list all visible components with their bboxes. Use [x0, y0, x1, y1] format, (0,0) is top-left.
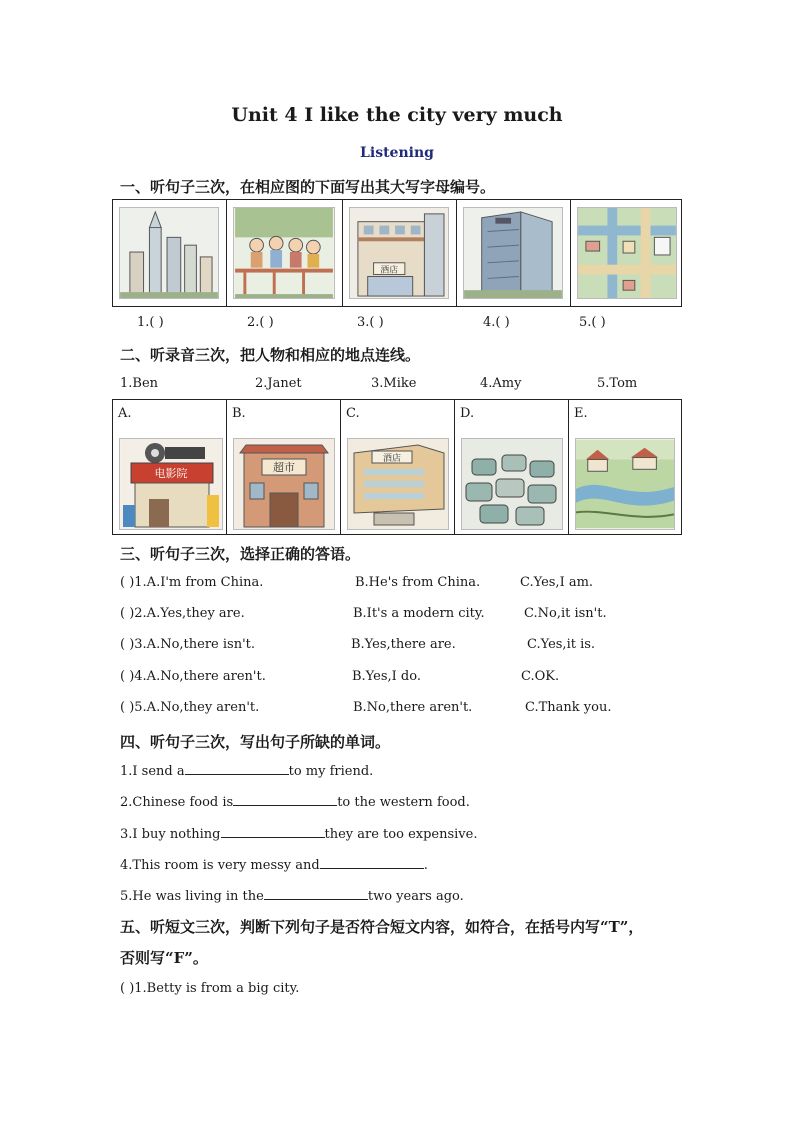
svg-text:酒店: 酒店: [380, 265, 399, 276]
place-cell-a: [113, 400, 227, 534]
question-3-4[interactable]: ( )4.A.No,there aren't.: [120, 669, 266, 684]
option-3-1-b: B.He's from China.: [355, 575, 481, 590]
option-3-2-b: B.It's a modern city.: [353, 606, 485, 621]
person-janet: 2.Janet: [255, 376, 302, 391]
fill-blank-3[interactable]: [221, 825, 325, 838]
fill-blank-5[interactable]: [264, 887, 368, 900]
picture-cell-1: [113, 200, 227, 306]
answer-blank-3[interactable]: 3.( ): [357, 315, 384, 330]
fill-sentence-3-start: 3.I buy nothing: [120, 827, 221, 842]
question-3-3[interactable]: ( )3.A.No,there isn't.: [120, 637, 255, 652]
hotel-icon: [347, 438, 449, 530]
traffic-jam-icon: [461, 438, 563, 530]
fill-sentence-5-start: 5.He was living in the: [120, 889, 264, 904]
question-3-2[interactable]: ( )2.A.Yes,they are.: [120, 606, 245, 621]
supermarket-icon: [233, 438, 335, 530]
svg-text:酒店: 酒店: [382, 454, 402, 464]
cinema-icon: [119, 438, 223, 530]
people-on-bridge-icon: [233, 207, 335, 299]
fill-sentence-1-end: to my friend.: [288, 764, 374, 779]
fill-sentence-4-end: .: [423, 858, 428, 873]
hotel-building-icon: [349, 207, 449, 299]
fill-sentence-5: [120, 887, 464, 904]
option-3-5-c: C.Thank you.: [525, 700, 612, 715]
option-3-4-b: B.Yes,I do.: [352, 669, 421, 684]
person-mike: 3.Mike: [371, 376, 417, 391]
picture-cell-3: [343, 200, 457, 306]
answer-blank-2[interactable]: 2.( ): [247, 315, 274, 330]
section2-place-grid: [112, 399, 682, 535]
fill-sentence-2-start: 2.Chinese food is: [120, 795, 234, 810]
section3-heading: 三、听句子三次，选择正确的答语。: [120, 545, 361, 563]
fill-sentence-4-start: 4.This room is very messy and: [120, 858, 320, 873]
answer-blank-1[interactable]: 1.( ): [137, 315, 164, 330]
city-map-icon: [577, 207, 677, 299]
place-letter-b: B.: [232, 406, 246, 421]
fill-sentence-4: [120, 856, 428, 873]
skyscrapers-icon: [119, 207, 219, 299]
fill-sentence-3: [120, 825, 477, 842]
person-tom: 5.Tom: [597, 376, 638, 391]
option-3-5-b: B.No,there aren't.: [353, 700, 473, 715]
person-ben: 1.Ben: [120, 376, 159, 391]
countryside-icon: [575, 438, 675, 530]
section5-heading-line1: 五、听短文三次，判断下列句子是否符合短文内容，如符合，在括号内写“T”，: [120, 918, 644, 936]
fill-sentence-2: [120, 793, 470, 810]
section5-heading-line2: 否则写“F”。: [120, 949, 208, 967]
place-cell-d: [455, 400, 569, 534]
place-letter-e: E.: [574, 406, 588, 421]
fill-sentence-2-end: to the western food.: [337, 795, 470, 810]
place-cell-c: [341, 400, 455, 534]
section1-picture-grid: [112, 199, 682, 307]
person-amy: 4.Amy: [480, 376, 522, 391]
svg-text:电影院: 电影院: [154, 467, 188, 480]
fill-blank-2[interactable]: [233, 793, 337, 806]
option-3-1-c: C.Yes,I am.: [520, 575, 594, 590]
answer-blank-5[interactable]: 5.( ): [579, 315, 606, 330]
section2-heading: 二、听录音三次，把人物和相应的地点连线。: [120, 346, 421, 364]
fill-sentence-1: [120, 762, 373, 779]
place-letter-a: A.: [118, 406, 132, 421]
picture-cell-4: [457, 200, 571, 306]
question-3-5[interactable]: ( )5.A.No,they aren't.: [120, 700, 260, 715]
option-3-2-c: C.No,it isn't.: [524, 606, 607, 621]
section1-heading: 一、听句子三次，在相应图的下面写出其大写字母编号。: [120, 178, 496, 196]
place-cell-b: [227, 400, 341, 534]
answer-blank-4[interactable]: 4.( ): [483, 315, 510, 330]
page-title: Unit 4 I like the city very much: [231, 104, 563, 126]
option-3-3-b: B.Yes,there are.: [351, 637, 456, 652]
true-false-item-1[interactable]: ( )1.Betty is from a big city.: [120, 981, 300, 996]
svg-text:超市: 超市: [273, 461, 295, 474]
place-cell-e: [569, 400, 681, 534]
fill-sentence-1-start: 1.I send a: [120, 764, 185, 779]
office-tower-icon: [463, 207, 563, 299]
question-3-1[interactable]: ( )1.A.I'm from China.: [120, 575, 264, 590]
place-letter-d: D.: [460, 406, 475, 421]
fill-sentence-5-end: two years ago.: [367, 889, 464, 904]
fill-blank-1[interactable]: [185, 762, 289, 775]
picture-cell-2: [227, 200, 343, 306]
fill-blank-4[interactable]: [320, 856, 424, 869]
page-subtitle: Listening: [360, 145, 434, 161]
option-3-3-c: C.Yes,it is.: [527, 637, 596, 652]
picture-cell-5: [571, 200, 681, 306]
option-3-4-c: C.OK.: [521, 669, 560, 684]
section4-heading: 四、听句子三次，写出句子所缺的单词。: [120, 733, 391, 751]
fill-sentence-3-end: they are too expensive.: [324, 827, 478, 842]
place-letter-c: C.: [346, 406, 360, 421]
